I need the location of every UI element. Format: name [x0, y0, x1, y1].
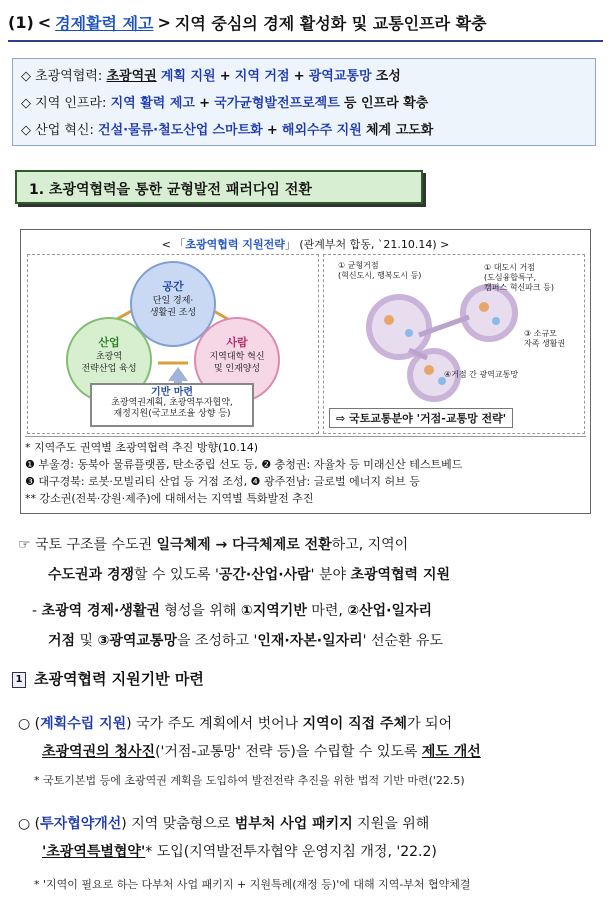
- text: ○ (: [18, 816, 41, 832]
- footnote-2: * '지역이 필요로 하는 다부처 사업 패키지 + 지원특례(재정 등)'에 대해 지역-부처 협약체결: [34, 878, 471, 891]
- text: 가 되어: [407, 716, 453, 732]
- space-line: 단일 경제·: [152, 296, 194, 306]
- summary-text: +: [266, 123, 278, 138]
- caption-open: < 「: [161, 238, 186, 251]
- title-rest: 지역 중심의 경제 활성화 및 교통인프라 확충: [174, 13, 487, 33]
- text: '초광역특별협약': [42, 844, 146, 860]
- industry-line: 초광역: [95, 352, 123, 362]
- note-line: * 지역주도 권역별 초광역협력 추진 방향(10.14): [25, 441, 259, 454]
- text: ②산업·일자리: [347, 603, 433, 619]
- text: 투자협약개선: [40, 816, 122, 832]
- text: 제도 개선: [421, 744, 481, 760]
- text: ' 선순환 유도: [362, 633, 444, 649]
- space-line: 생활권 조성: [149, 308, 197, 318]
- text: 초광역권의 청사진: [42, 744, 156, 760]
- page-title: [8, 4, 603, 42]
- summary-text: 스마트화: [212, 123, 263, 138]
- network-diagram: [323, 254, 585, 434]
- node-title: ① 대도시 거점: [484, 263, 535, 272]
- node-label: ④거점 간 광역교통망: [444, 370, 519, 379]
- summary-box: [12, 58, 596, 146]
- node-sub: (혁신도시, 행복도시 등): [338, 271, 422, 280]
- foundation-title: 기반 마련: [150, 387, 194, 398]
- text: ③광역교통망: [97, 633, 177, 649]
- text: 거점: [48, 633, 76, 649]
- summary-text: 해외수주 지원: [281, 123, 362, 138]
- text: 초광역 경제·생활권: [41, 603, 160, 619]
- note-line: ❶ 부울경: 동북아 물류플랫폼, 탄소중립 선도 등, ❷ 충청권: 자율차 등 미래신산 테스트베드: [25, 458, 463, 471]
- summary-label: ◇ 초광역협력:: [21, 69, 103, 84]
- infographic-caption: [21, 236, 590, 252]
- main-line: [18, 530, 598, 560]
- text: ○ (: [18, 716, 41, 732]
- summary-text: 계획 지원: [160, 69, 216, 84]
- summary-text: 초광역권: [106, 69, 157, 84]
- summary-text: 체계 고도화: [365, 123, 434, 138]
- text: ) 지역 맞춤형으로: [121, 816, 235, 832]
- main-line: [18, 626, 598, 656]
- title-highlight: 경제활력 제고: [55, 13, 154, 33]
- summary-text: 지역 활력 제고: [110, 96, 195, 111]
- text: 범부처 사업 패키지: [234, 816, 353, 832]
- text: 할 수 있도록 ': [134, 567, 219, 583]
- text: 수도권과 경쟁: [48, 567, 135, 583]
- para-2-line-1: [18, 810, 429, 838]
- space-title: 공간: [162, 280, 184, 293]
- people-line: 지역대학 혁신: [209, 352, 265, 362]
- title-bracket-close: >: [157, 12, 171, 32]
- para-1-line-1: [18, 710, 452, 738]
- text: 및: [75, 633, 98, 649]
- node-sub: 캠퍼스 혁신파크 등): [484, 283, 555, 292]
- text: 공간·산업·사람: [218, 567, 311, 583]
- node-sub: (도심융합특구,: [484, 273, 537, 282]
- title-bracket-open: <: [37, 12, 52, 32]
- summary-text: 등 인프라 확충: [343, 96, 429, 111]
- note-line: ❸ 대구경북: 로봇·모빌리티 산업 등 거점 조성, ❹ 광주전남: 글로벌 에너지 허브 등: [25, 475, 420, 488]
- node-sub: 자족 생활권: [524, 339, 566, 348]
- people-line: 및 인재양성: [213, 364, 261, 374]
- summary-row: [21, 117, 587, 144]
- text: ①지역기반: [240, 603, 307, 619]
- summary-text: +: [219, 69, 231, 84]
- summary-text: 조성: [375, 69, 401, 84]
- foundation-box: [90, 383, 254, 427]
- item-1-header: [12, 668, 204, 689]
- caption-rest: 」 (관계부처 합동, `21.10.14) >: [284, 238, 450, 251]
- node-label: [338, 261, 421, 281]
- footnote-1: * 국토기본법 등에 초광역권 계획을 도입하여 발전전략 추진을 위한 법적 기반 마련('22.5): [34, 774, 465, 787]
- main-line: [18, 596, 598, 626]
- summary-label: ◇ 지역 인프라:: [21, 96, 107, 111]
- text: 을 조성하고 ': [176, 633, 258, 649]
- text: ('거점-교통망' 전략 등)을 수립할 수 있도록: [155, 744, 422, 760]
- section-1-header: 1. 초광역협력을 통한 균형발전 패러다임 전환: [15, 170, 423, 204]
- summary-text: 건설·물류·철도산업: [98, 123, 209, 138]
- item-1-title: 초광역협력 지원기반 마련: [34, 670, 204, 688]
- summary-row: [21, 90, 587, 117]
- caption-title: 초광역협력 지원전략: [185, 238, 285, 251]
- node-title: ① 균형거점: [338, 261, 379, 270]
- summary-text: +: [293, 69, 305, 84]
- node-title: ③ 소규모: [524, 329, 557, 338]
- infographic-notes: [25, 436, 586, 507]
- text: 지원을 위해: [352, 816, 430, 832]
- industry-title: 산업: [98, 336, 120, 349]
- node-label: [484, 263, 554, 293]
- summary-row: [21, 63, 587, 90]
- text: ' 분야: [310, 567, 351, 583]
- foundation-line: 초광역권계획, 초광역투자협약,: [111, 398, 233, 408]
- text: -: [32, 603, 42, 619]
- text: 초광역협력 지원: [350, 567, 450, 583]
- text: 마련,: [306, 603, 348, 619]
- text: 형성을 위해: [159, 603, 241, 619]
- summary-text: 지역 거점: [234, 69, 290, 84]
- item-1-box: 1: [12, 672, 26, 688]
- main-line: [18, 560, 598, 590]
- para-1-line-2: [42, 738, 481, 766]
- summary-text: 광역교통망: [308, 69, 372, 84]
- text: 일극체제 → 다극체제로 전환: [156, 537, 332, 553]
- title-number: (1): [8, 12, 34, 32]
- node-label: [524, 329, 565, 349]
- text: 계획수립 지원: [40, 716, 127, 732]
- para-2-line-2: [42, 838, 437, 866]
- text: ☞ 국토 구조를 수도권: [18, 537, 157, 553]
- infographic-box: [20, 229, 591, 514]
- note-line: ** 강소권(전북·강원·제주)에 대해서는 지역별 특화발전 추진: [25, 492, 314, 505]
- summary-text: +: [199, 96, 211, 111]
- text: * 도입(지역발전투자협약 운영지침 개정, '22.2): [145, 844, 437, 860]
- industry-line: 전략산업 육성: [81, 364, 137, 374]
- strategy-diagram: [27, 254, 319, 434]
- text: ) 국가 주도 계획에서 벗어나: [126, 716, 303, 732]
- people-title: 사람: [226, 336, 248, 349]
- summary-text: 국가균형발전프로젝트: [214, 96, 340, 111]
- text: 지역이 직접 주체: [302, 716, 408, 732]
- foundation-line: 재정지원(국고보조율 상향 등): [113, 409, 231, 419]
- text: 인재·자본·일자리: [257, 633, 363, 649]
- text: 하고, 지역이: [331, 537, 409, 553]
- summary-label: ◇ 산업 혁신:: [21, 123, 94, 138]
- main-paragraph: [18, 530, 598, 656]
- network-caption: ⇨ 국토교통분야 '거점-교통망 전략': [329, 408, 513, 428]
